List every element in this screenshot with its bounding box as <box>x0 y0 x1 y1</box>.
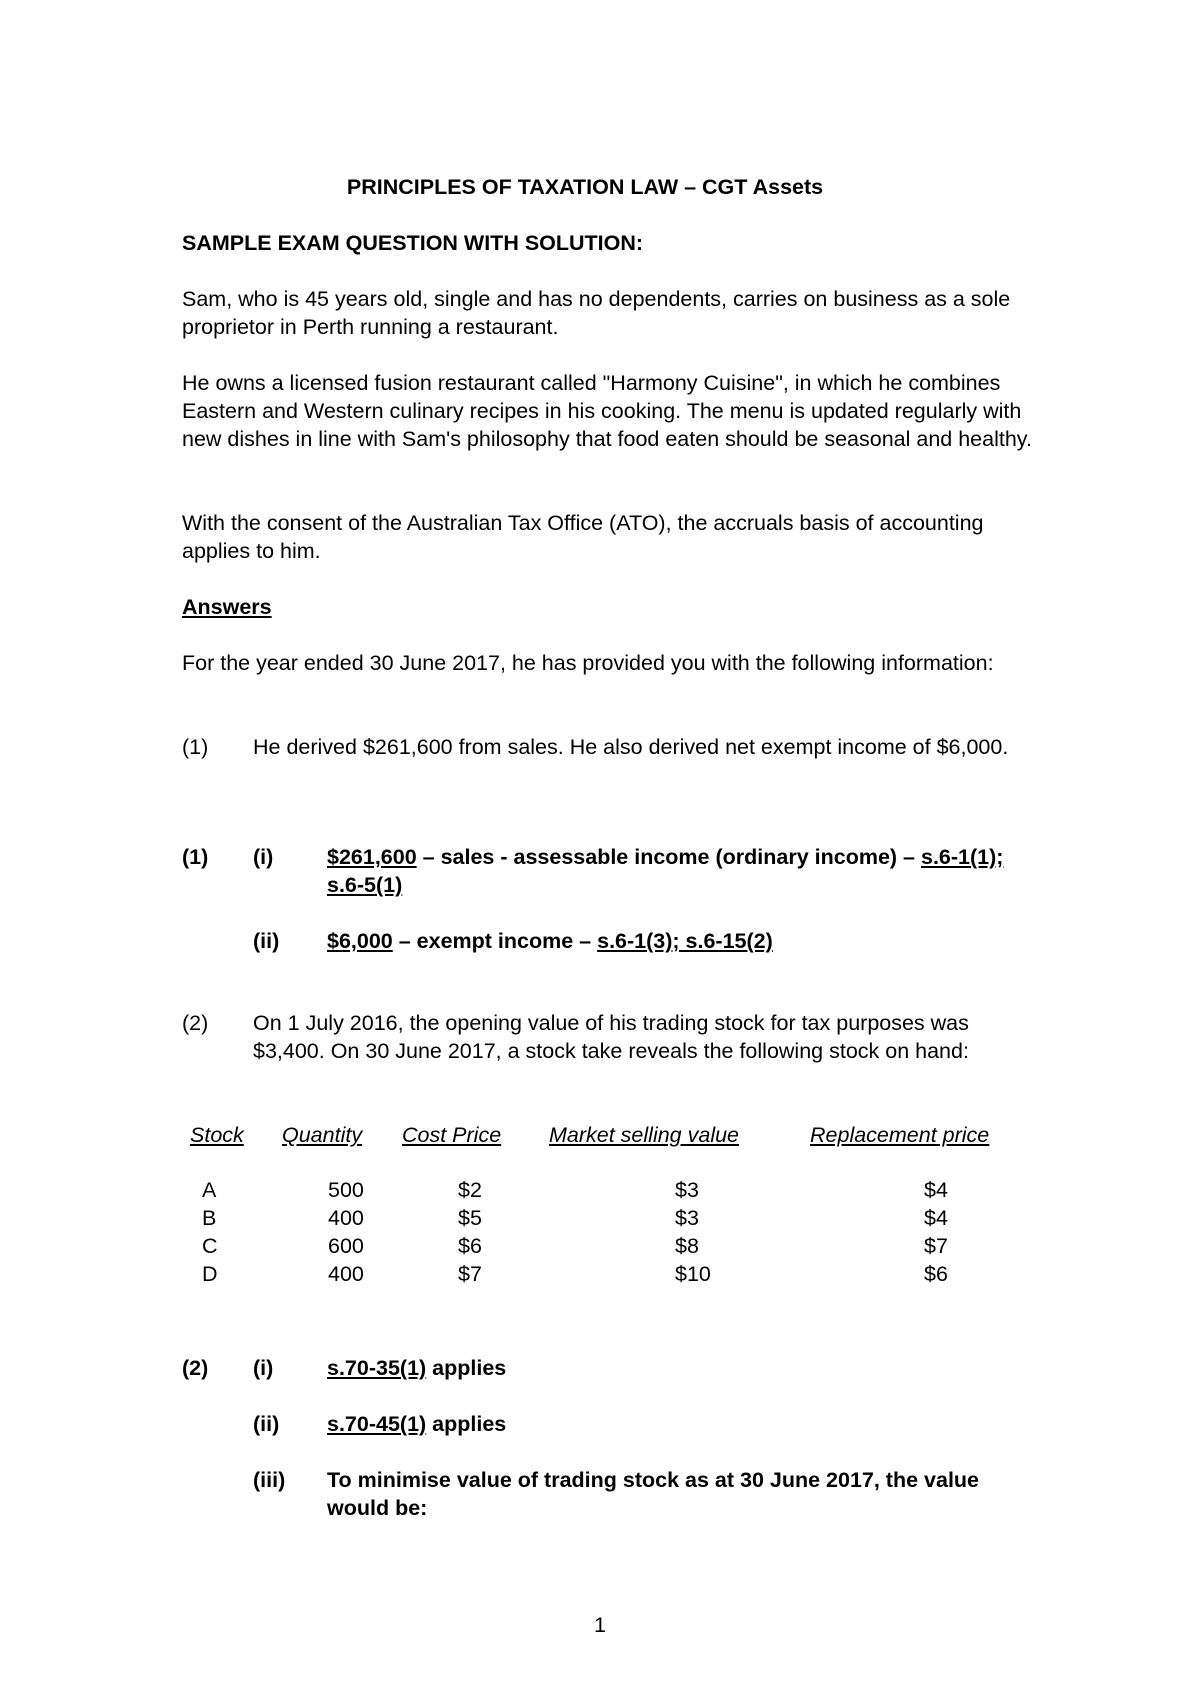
answer-2-iii-text: To minimise value of trading stock as at 30 June 2017, the value would be: <box>327 1468 980 1520</box>
column-header-market-selling-value: Market selling value <box>549 1123 740 1147</box>
column-header-quantity: Quantity <box>282 1123 363 1147</box>
question-2-text: On 1 July 2016, the opening value of his trading stock for tax purposes was $3,400. On 30 June 2017, a stock take reveals the following stock on hand: <box>253 1011 969 1063</box>
answer-1-i-text <box>327 843 1027 899</box>
answers-heading: Answers <box>182 595 272 619</box>
answer-2-i-label: (i) <box>253 1356 274 1380</box>
answer-1-i-amount: $261,600 <box>327 845 417 869</box>
table-cell: $6 <box>924 1262 948 1286</box>
page-number: 1 <box>594 1613 606 1637</box>
table-cell: $7 <box>924 1234 948 1258</box>
table-cell: A <box>202 1178 217 1202</box>
table-cell: 600 <box>328 1234 364 1258</box>
answer-1-i-description: – sales - assessable income (ordinary income) – <box>416 845 921 869</box>
table-cell: $5 <box>458 1206 482 1230</box>
answer-2-iii-label: (iii) <box>253 1468 286 1492</box>
answer-2-i-reference: s.70-35(1) <box>327 1356 427 1380</box>
document-subtitle: SAMPLE EXAM QUESTION WITH SOLUTION: <box>182 231 644 255</box>
intro-paragraph-1: Sam, who is 45 years old, single and has no dependents, carries on business as a sole proprietor in Perth running a restaurant. <box>182 287 1011 339</box>
answer-1-ii-description: – exempt income – <box>392 929 598 953</box>
table-cell: $10 <box>675 1262 711 1286</box>
document-title: PRINCIPLES OF TAXATION LAW – CGT Assets <box>346 175 824 199</box>
answer-2-ii-reference: s.70-45(1) <box>327 1412 427 1436</box>
answer-1-ii-text <box>327 927 1027 955</box>
table-cell: 400 <box>328 1262 364 1286</box>
table-cell: $3 <box>675 1178 699 1202</box>
answer-1-ii-reference: s.6-1(3); s.6-15(2) <box>597 929 773 953</box>
answer-1-ii-label: (ii) <box>253 929 280 953</box>
table-cell: $2 <box>458 1178 482 1202</box>
intro-paragraph-3: With the consent of the Australian Tax Office (ATO), the accruals basis of accounting applies to him. <box>182 511 984 563</box>
column-header-replacement-price: Replacement price <box>810 1123 990 1147</box>
table-cell: $6 <box>458 1234 482 1258</box>
question-1-text: He derived $261,600 from sales. He also derived net exempt income of $6,000. <box>253 735 1009 759</box>
answer-1-i-label: (i) <box>253 845 274 869</box>
answer-1-i-reference: s.6-1(1); s.6-5(1) <box>327 845 1004 897</box>
question-1-number: (1) <box>182 735 209 759</box>
table-cell: $7 <box>458 1262 482 1286</box>
column-header-stock: Stock <box>190 1123 244 1147</box>
table-cell: $8 <box>675 1234 699 1258</box>
info-intro: For the year ended 30 June 2017, he has provided you with the following information: <box>182 651 994 675</box>
answer-2-number: (2) <box>182 1356 209 1380</box>
table-cell: C <box>202 1234 218 1258</box>
answer-2-i-description: applies <box>426 1356 507 1380</box>
intro-paragraph-2: He owns a licensed fusion restaurant called "Harmony Cuisine", in which he combines Eastern and Western culinary recipes in his cooking. The menu is updated regularly with new dishes in line with Sam's philosophy that food eaten should be seasonal and healthy. <box>182 371 1032 451</box>
table-cell: B <box>202 1206 217 1230</box>
answer-2-ii-label: (ii) <box>253 1412 280 1436</box>
answer-2-i-text <box>327 1354 1027 1382</box>
table-cell: 500 <box>328 1178 364 1202</box>
table-cell: $4 <box>924 1206 948 1230</box>
table-cell: 400 <box>328 1206 364 1230</box>
column-header-cost-price: Cost Price <box>402 1123 502 1147</box>
answer-1-number: (1) <box>182 845 209 869</box>
table-cell: D <box>202 1262 218 1286</box>
table-cell: $4 <box>924 1178 948 1202</box>
answer-2-ii-description: applies <box>426 1412 507 1436</box>
table-cell: $3 <box>675 1206 699 1230</box>
answer-1-ii-amount: $6,000 <box>327 929 393 953</box>
question-2-number: (2) <box>182 1011 209 1035</box>
answer-2-ii-text <box>327 1410 1027 1438</box>
